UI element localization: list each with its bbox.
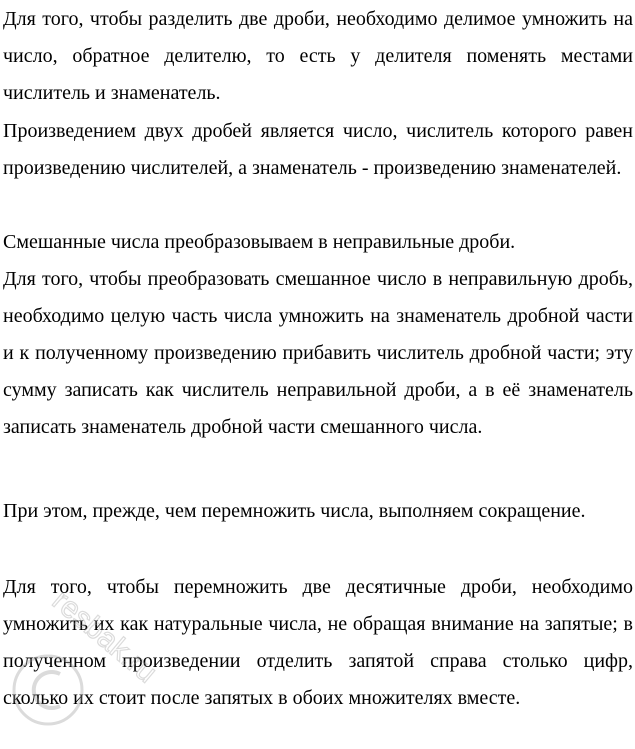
paragraph-product-rule: Произведением двух дробей является число, числитель которого равен произведению числителей, а знаменатель - произведению знаменателей. [3,120,633,179]
document-page [3,0,633,749]
paragraph-mixed-numbers: Смешанные числа преобразовываем в неправильные дроби. [3,231,516,253]
paragraph-mixed-conversion: Для того, чтобы преобразовать смешанное число в неправильную дробь, необходимо целую часть числа умножить на знаменатель дробной части и к полученному произведению прибавить числитель дробной части; эту сумму записать как числитель неправильной дроби, а в её знаменатель записать знаменатель дробной части смешанного числа. [3,268,633,438]
paragraph-reduction: При этом, прежде, чем перемножить числа, выполняем сокращение. [3,500,586,522]
paragraph-division-rule: Для того, чтобы разделить две дроби, необходимо делимое умножить на число, обратное делителю, то есть у делителя поменять местами числитель и знаменатель. [3,8,633,104]
paragraph-decimal-multiplication: Для того, чтобы перемножить две десятичные дроби, необходимо умножить их как натуральные числа, не обращая внимание на запятые; в полученном произведении отделить запятой справа столько цифр, сколько их стоит после запятых в обоих множителях вместе. [3,576,633,709]
watermark-text: resbak.ru [45,583,163,690]
